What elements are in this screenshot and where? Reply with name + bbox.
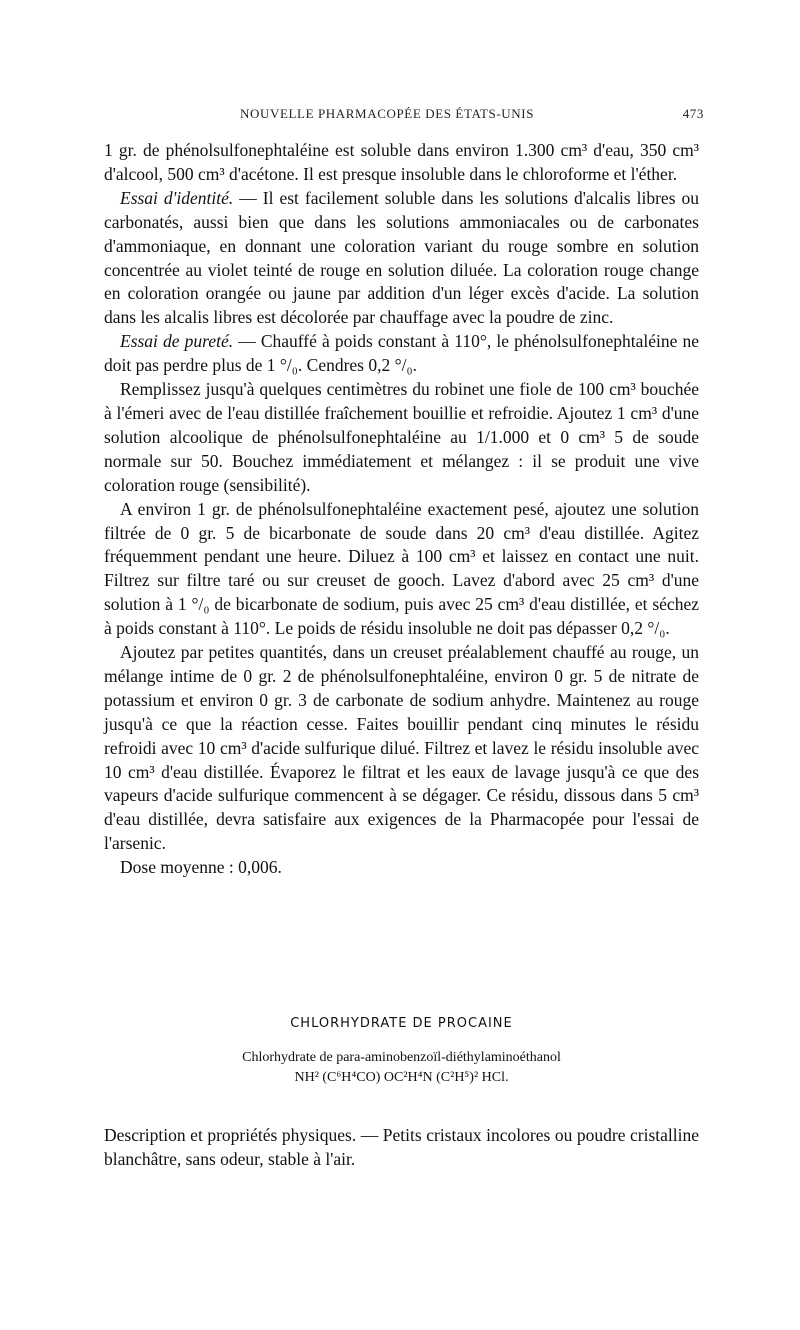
paragraph-purity-test: [104, 330, 699, 378]
description-block: [104, 1123, 699, 1171]
paragraph-identity-test: [104, 187, 699, 330]
description-text: — Petits cristaux incolores ou poudre cristalline blanchâtre, sans odeur, stable à l'air.: [104, 1125, 699, 1169]
paragraph-insoluble-residue: A environ 1 gr. de phénolsulfonephtaléine exactement pesé, ajoutez une solution filtrée de 0 gr. 5 de bicarbonate de soude dans 20 cm³ d'eau distillée. Agitez fréquemment pendant une heure. Diluez à 100 cm³ et laissez en contact une nuit. Filtrez sur filtre taré ou sur creuset de gooch. Lavez d'abord avec 25 cm³ d'une solution à 1 °/₀ de bicarbonate de sodium, puis avec 25 cm³ d'eau distillée, et séchez à poids constant à 110°. Le poids de résidu insoluble ne doit pas dépasser 0,2 °/₀.: [104, 498, 699, 639]
running-title: NOUVELLE PHARMACOPÉE DES ÉTATS-UNIS: [240, 106, 535, 121]
identity-test-text: — Il est facilement soluble dans les solutions d'alcalis libres ou carbonatés, aussi bien que dans les solutions ammoniacales ou de carbonates d'ammoniaque, en donnant une coloration variant du rouge sombre en solution concentrée au violet teinté de rouge en solution diluée. La coloration rouge change en coloration orangée ou jaune par addition d'un léger excès d'acide. La solution dans les alcalis libres est décolorée par chauffage avec la poudre de zinc.: [104, 187, 699, 328]
paragraph-arsenic-test: Ajoutez par petites quantités, dans un creuset préalablement chauffé au rouge, un mélange intime de 0 gr. 2 de phénolsulfonephtaléine, environ 0 gr. 5 de nitrate de potassium et environ 0 gr. 3 de carbonate de sodium anhydre. Maintenez au rouge jusqu'à ce que la réaction cesse. Faites bouillir pendant cinq minutes le résidu refroidi avec 10 cm³ d'acide sulfurique dilué. Filtrez et lavez le résidu insoluble avec 10 cm³ d'eau distillée. Évaporez le filtrat et les eaux de lavage jusqu'à ce que des vapeurs d'acide sulfurique commencent à se dégager. Ce résidu, dissous dans 5 cm³ d'eau distillée, devra satisfaire aux exigences de la Pharmacopée pour l'essai de l'arsenic.: [104, 642, 699, 854]
description-label: Description et propriétés physiques.: [104, 1125, 357, 1145]
page-number: 473: [682, 106, 704, 121]
identity-test-label: Essai d'identité.: [120, 187, 234, 208]
chemical-formula: NH² (C⁶H⁴CO) OC²H⁴N (C²H⁵)² HCl.: [294, 1070, 509, 1085]
paragraph-solubility: 1 gr. de phénolsulfonephtaléine est soluble dans environ 1.300 cm³ d'eau, 350 cm³ d'alcool, 500 cm³ d'acétone. Il est presque insoluble dans le chloroforme et l'éther.: [104, 140, 699, 184]
chemical-name-block: [104, 1048, 699, 1088]
paragraph-dose: Dose moyenne : 0,006.: [120, 857, 282, 878]
purity-test-text: — Chauffé à poids constant à 110°, le phénolsulfonephtaléine ne doit pas perdre plus de 1 °/₀. Cendres 0,2 °/₀.: [104, 331, 699, 376]
purity-test-label: Essai de pureté.: [120, 331, 234, 352]
paragraph-description: [104, 1123, 699, 1171]
chemical-name: Chlorhydrate de para-aminobenzoïl-diéthylaminoéthanol: [242, 1050, 561, 1065]
body-text: [104, 139, 699, 880]
paragraph-sensitivity: Remplissez jusqu'à quelques centimètres du robinet une fiole de 100 cm³ bouchée à l'émeri avec de l'eau distillée fraîchement bouillie et refroidie. Ajoutez 1 cm³ d'une solution alcoolique de phénolsulfonephtaléine au 1/1.000 et 0 cm³ 5 de soude normale sur 50. Bouchez immédiatement et mélangez : il se produit une vive coloration rouge (sensibilité).: [104, 379, 699, 495]
section-heading: CHLORHYDRATE DE PROCAINE: [290, 1016, 513, 1031]
